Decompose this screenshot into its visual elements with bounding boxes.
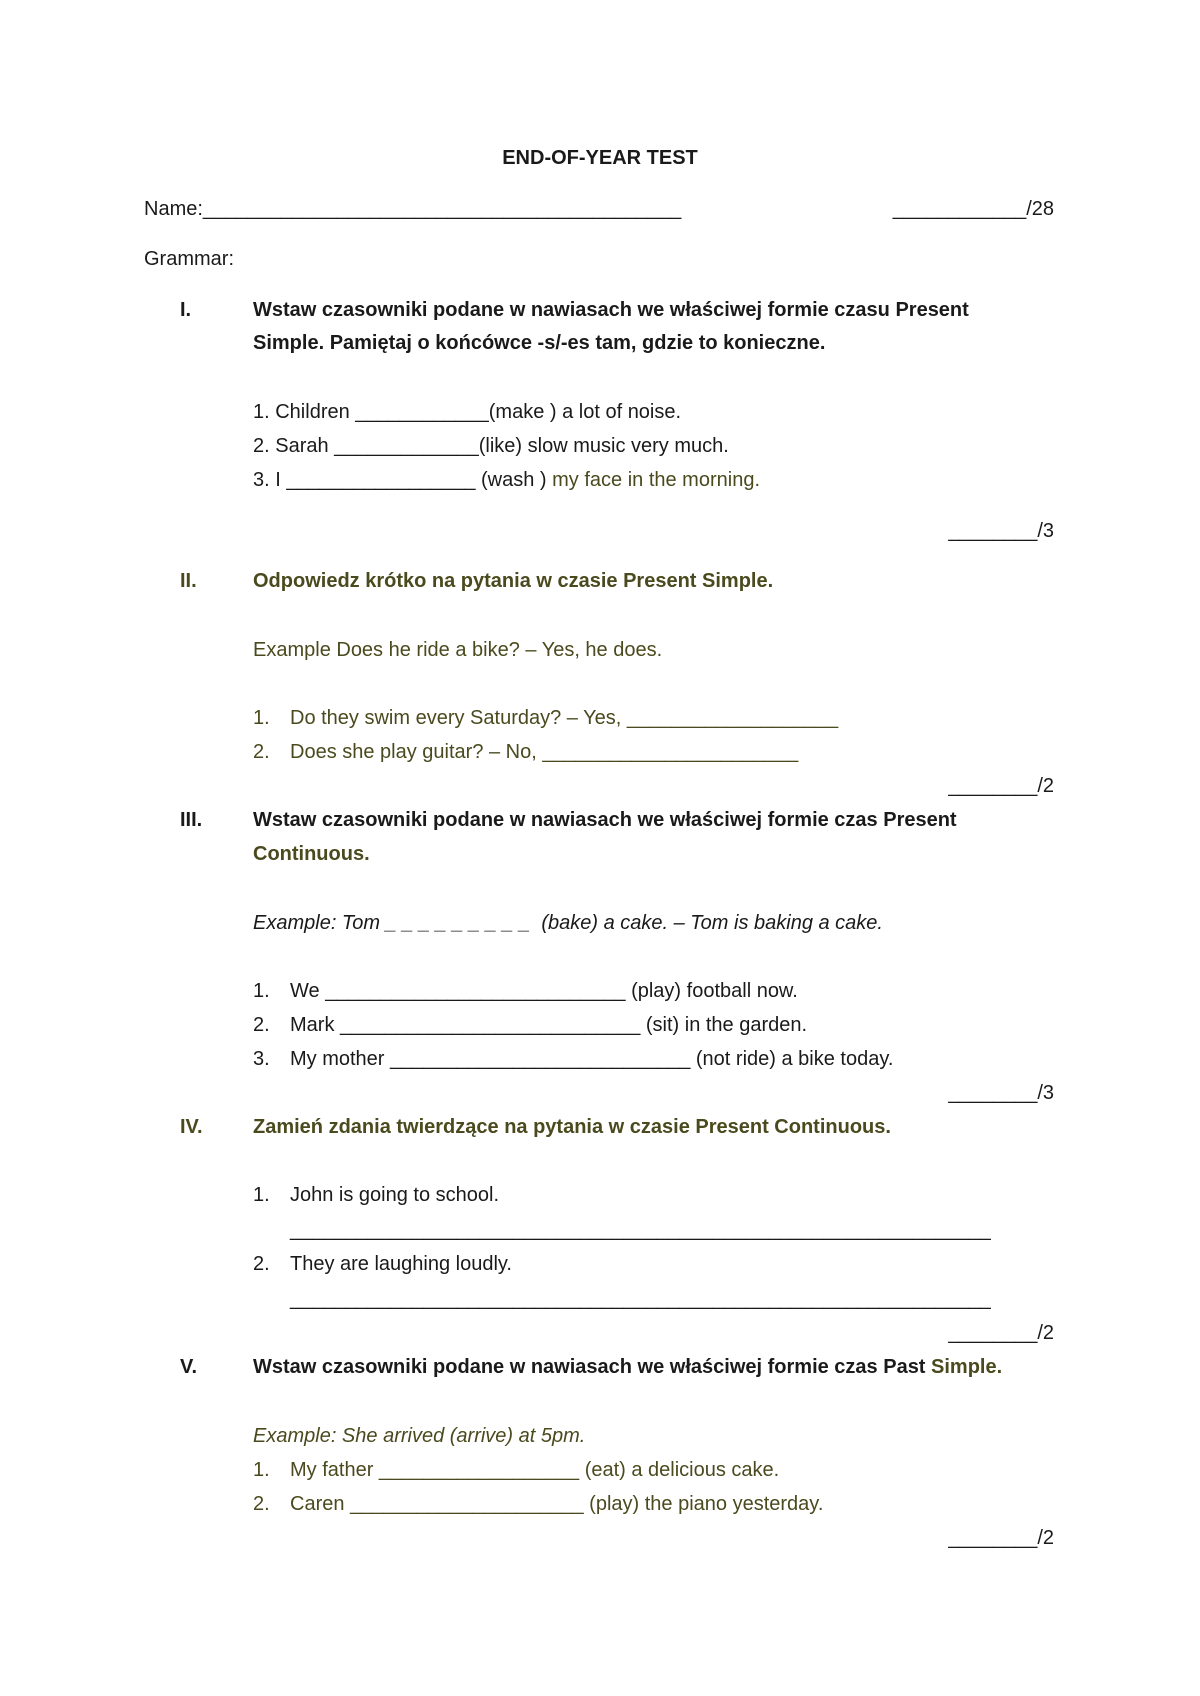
section-5-example: Example: She arrived (arrive) at 5pm. [253, 1425, 586, 1447]
grammar-label: Grammar: [144, 248, 234, 270]
section-3-score[interactable]: ________/3 [948, 1082, 1054, 1104]
section-3-numeral: III. [180, 809, 203, 831]
section-4-item-1-answer[interactable]: _______________________________________________________________ [290, 1219, 991, 1241]
section-2-item-1[interactable]: Do they swim every Saturday? – Yes, ___________________ [290, 707, 839, 729]
section-4-item-2-num: 2. [253, 1253, 270, 1275]
section-5-instruction-end: Simple. [931, 1356, 1003, 1378]
section-4-instruction: Zamień zdania twierdzące na pytania w czasie Present Continuous. [253, 1116, 891, 1138]
section-4-item-1-num: 1. [253, 1184, 270, 1206]
section-5-instruction [253, 1355, 1002, 1379]
total-score-field[interactable]: ____________/28 [892, 198, 1054, 220]
section-4-numeral: IV. [180, 1116, 203, 1138]
section-5-item-2-num: 2. [253, 1493, 270, 1515]
section-4-item-2: They are laughing loudly. [290, 1253, 512, 1275]
section-1-item-2[interactable]: 2. Sarah _____________(like) slow music very much. [253, 435, 729, 457]
section-2-numeral: II. [180, 570, 197, 592]
section-3-item-2[interactable]: Mark ___________________________ (sit) in the garden. [290, 1014, 808, 1036]
section-1-item-3[interactable] [253, 468, 760, 492]
section-3-item-2-num: 2. [253, 1014, 270, 1036]
section-2-item-2-num: 2. [253, 741, 270, 763]
section-2-instruction: Odpowiedz krótko na pytania w czasie Present Simple. [253, 570, 774, 592]
section-5-item-2[interactable]: Caren _____________________ (play) the piano yesterday. [290, 1493, 824, 1515]
section-1-item-3-start: 3. I _________________ (wash ) [253, 469, 553, 491]
section-3-instruction-line-2: Continuous. [253, 843, 370, 865]
section-1-numeral: I. [180, 299, 192, 321]
section-4-item-1: John is going to school. [290, 1184, 500, 1206]
section-1-instruction-line-2: Simple. Pamiętaj o końcówce -s/-es tam, gdzie to konieczne. [253, 332, 826, 354]
section-3-example: Example: Tom _ _ _ _ _ _ _ _ _ (bake) a cake. – Tom is baking a cake. [253, 912, 883, 934]
section-1-item-1[interactable]: 1. Children ____________(make ) a lot of noise. [253, 401, 682, 423]
section-5-item-1[interactable]: My father __________________ (eat) a delicious cake. [290, 1459, 780, 1481]
section-2-item-1-num: 1. [253, 707, 270, 729]
section-3-item-3[interactable]: My mother ___________________________ (not ride) a bike today. [290, 1048, 894, 1070]
section-2-example: Example Does he ride a bike? – Yes, he does. [253, 639, 663, 661]
section-3-item-1[interactable]: We ___________________________ (play) football now. [290, 980, 798, 1002]
section-2-score[interactable]: ________/2 [948, 775, 1054, 797]
section-3-item-3-num: 3. [253, 1048, 270, 1070]
name-field[interactable]: Name:___________________________________________ [144, 198, 682, 220]
section-5-instruction-start: Wstaw czasowniki podane w nawiasach we właściwej formie czas Past [253, 1356, 932, 1378]
section-2-item-2[interactable]: Does she play guitar? – No, _______________________ [290, 741, 799, 763]
section-5-item-1-num: 1. [253, 1459, 270, 1481]
section-1-item-3-end: my face in the morning. [552, 469, 760, 491]
section-1-score[interactable]: ________/3 [948, 520, 1054, 542]
section-1-instruction-line-1: Wstaw czasowniki podane w nawiasach we właściwej formie czasu Present [253, 299, 969, 321]
section-3-item-1-num: 1. [253, 980, 270, 1002]
section-4-score[interactable]: ________/2 [948, 1322, 1054, 1344]
section-3-instruction-line-1: Wstaw czasowniki podane w nawiasach we właściwej formie czas Present [253, 809, 957, 831]
section-4-item-2-answer[interactable]: _______________________________________________________________ [290, 1288, 991, 1310]
section-5-numeral: V. [180, 1356, 198, 1378]
section-5-score[interactable]: ________/2 [948, 1527, 1054, 1549]
page-title: END-OF-YEAR TEST [502, 147, 698, 169]
